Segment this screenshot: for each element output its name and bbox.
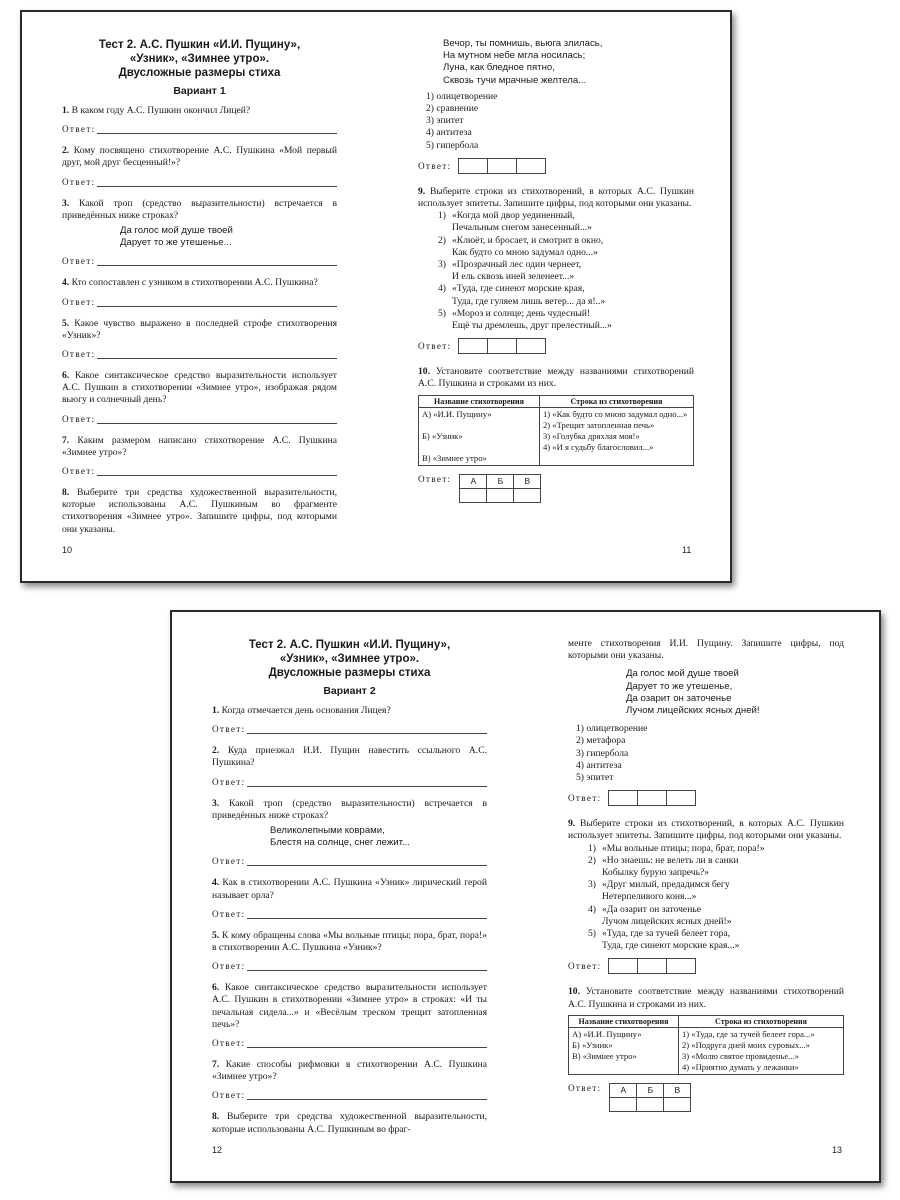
option-item: 5) гипербола [426, 139, 479, 151]
question-text: Какой троп (средство выразительности) встречается в приведённых ниже строках? [62, 197, 337, 221]
abv-answer-cell[interactable] [460, 488, 487, 502]
option-item: 2) сравнение [426, 103, 479, 115]
poem-line: Да голос мой душе твоей [626, 668, 739, 680]
answer-row [212, 961, 487, 971]
answer-label: Ответ: [62, 176, 96, 187]
answer-box[interactable] [637, 790, 667, 806]
question-text: Кому посвящено стихотворение А.С. Пушкина «Мой первый друг, мой друг бесценный!»? [62, 145, 337, 169]
poem-line: Лучом лицейских ясных дней! [626, 705, 760, 717]
answer-box[interactable] [666, 790, 696, 806]
answer-line[interactable] [247, 1090, 487, 1100]
answer-box-row [568, 958, 844, 974]
quote-number: 3) [588, 879, 596, 891]
question-text: Каким размером написано стихотворение А.С. Пушкина «Зимнее утро»? [62, 434, 337, 458]
answer-row [62, 124, 337, 134]
question-number: 3. [212, 797, 220, 809]
answer-abv-row [418, 474, 694, 503]
answer-label: Ответ: [568, 793, 602, 804]
answer-box[interactable] [516, 158, 546, 174]
title-item: А) «И.И. Пущину» [422, 408, 492, 419]
question-text: В каком году А.С. Пушкин окончил Лицей? [71, 105, 251, 116]
answer-line[interactable] [247, 856, 487, 866]
answer-box[interactable] [487, 158, 517, 174]
option-item: 3) гипербола [576, 747, 629, 759]
poem-line: На мутном небе мгла носилась; [443, 50, 586, 62]
question-text: Какое синтаксическое средство выразительности использует А.С. Пушкин в стихотворении «Зимнее утро» в строках: «И ты печальная сидела...» и «Весёлым треском трещит затопленная печь»? [212, 982, 487, 1030]
answer-label: Ответ: [418, 160, 452, 171]
question-number: 8. [212, 1111, 220, 1123]
title-item: А) «И.И. Пущину» [572, 1028, 642, 1039]
question-9 [418, 186, 694, 210]
answer-line[interactable] [247, 724, 487, 734]
answer-label: Ответ: [62, 466, 96, 477]
question-text: Какие способы рифмовки в стихотворении А.С. Пушкина «Зимнее утро»? [212, 1059, 487, 1083]
question-number: 6. [62, 370, 70, 382]
table-cell-lines [679, 1027, 844, 1074]
poem-excerpt [120, 225, 337, 249]
poem-line: Сквозь тучи мрачные желтела... [443, 74, 587, 86]
quote-item [438, 283, 694, 307]
answer-label: Ответ: [212, 961, 246, 972]
option-item: 3) эпитет [426, 115, 464, 127]
answer-abv-row [568, 1083, 844, 1112]
question-text: Выберите строки из стихотворений, в которых А.С. Пушкин использует эпитеты. Запишите цифры, под которыми они указаны. [418, 185, 694, 210]
option-item: 5) эпитет [576, 772, 614, 784]
answer-label: Ответ: [62, 124, 96, 135]
table-header: Название стихотворения [569, 1015, 679, 1027]
quote-number: 5) [438, 307, 446, 319]
poem-line: Да голос мой душе твоей [120, 225, 233, 237]
page-number: 13 [832, 1145, 843, 1155]
question-number: 3. [62, 197, 70, 209]
option-item: 4) антитеза [426, 127, 472, 139]
answer-box-row [568, 790, 844, 806]
answer-row [62, 297, 337, 307]
question-number: 8. [62, 487, 70, 499]
question-1 [62, 105, 337, 117]
answer-boxes [459, 338, 546, 354]
quote-line: Ещё ты дремлешь, друг прелестный...» [452, 320, 612, 332]
answer-label: Ответ: [212, 1090, 246, 1101]
answer-box[interactable] [516, 338, 546, 354]
answer-row [212, 777, 487, 787]
quote-line: «Мы вольные птицы; пора, брат, пора!» [602, 842, 765, 854]
poem-line: Блестя на солнце, снег лежит... [270, 837, 410, 849]
abv-header: Б [637, 1083, 664, 1097]
answer-row [212, 856, 487, 866]
answer-label: Ответ: [418, 341, 452, 352]
question-text: К кому обращены слова «Мы вольные птицы; пора, брат, пора!» в стихотворении А.С. Пушкина «Узник»? [212, 929, 488, 954]
quote-item [438, 308, 694, 332]
answer-line[interactable] [97, 124, 337, 134]
answer-label: Ответ: [568, 1082, 602, 1093]
option-list [426, 91, 694, 152]
answer-label: Ответ: [212, 856, 246, 867]
answer-row [62, 414, 337, 424]
question-number: 7. [212, 1059, 220, 1071]
question-text: Установите соответствие между названиями стихотворений А.С. Пушкина и строками из них. [568, 986, 844, 1010]
title-line: «Узник», «Зимнее утро». [129, 53, 270, 65]
page-12 [212, 612, 487, 1136]
question-2 [212, 745, 487, 769]
quote-item [438, 235, 694, 259]
answer-line[interactable] [247, 777, 487, 787]
answer-boxes [609, 790, 696, 806]
answer-line[interactable] [247, 961, 487, 971]
question-number: 10. [418, 366, 430, 378]
poem-line: Великолепными коврами, [270, 825, 385, 837]
quote-line: «Да озарит он заточенье [602, 903, 701, 915]
question-number: 9. [418, 185, 426, 197]
line-item: 2) «Подруга дней моих суровых...» [682, 1039, 810, 1050]
line-item: 3) «Молю святое провиденье...» [682, 1050, 799, 1061]
quote-line: Нетерпеливого коня...» [602, 891, 697, 903]
quote-line: Туда, где синеют морские края...» [602, 940, 740, 952]
answer-row [62, 177, 337, 187]
title-line: «Узник», «Зимнее утро». [279, 653, 420, 665]
question-8 [62, 487, 337, 536]
line-item: 1) «Туда, где за тучей белеет гора...» [682, 1028, 815, 1039]
table-cell-titles [569, 1027, 679, 1074]
question-number: 1. [62, 105, 70, 116]
abv-answer-cell[interactable] [487, 488, 514, 502]
answer-line[interactable] [97, 466, 337, 476]
question-6 [212, 982, 487, 1031]
question-9 [568, 818, 844, 842]
answer-boxes [609, 958, 696, 974]
quote-item [588, 904, 844, 928]
question-number: 9. [568, 818, 576, 830]
line-item: 1) «Как будто со мною задумал одно...» [543, 408, 688, 419]
quote-line: «Но знаешь: не велеть ли в санки [602, 854, 739, 866]
answer-box[interactable] [637, 958, 667, 974]
answer-line[interactable] [97, 349, 337, 359]
question-number: 10. [568, 986, 580, 998]
question-text: Кто сопоставлен с узником в стихотворении А.С. Пушкина? [71, 277, 318, 289]
answer-label: Ответ: [212, 1038, 246, 1049]
quote-line: «Друг милый, предадимся бегу [602, 879, 730, 891]
poem-line: Дарует то же утешенье, [626, 680, 733, 692]
title-item: В) «Зимнее утро» [572, 1050, 637, 1061]
page-10 [62, 12, 337, 536]
question-10 [568, 986, 844, 1010]
answer-label: Ответ: [62, 296, 96, 307]
test-title [212, 638, 487, 680]
page-number: 12 [212, 1145, 223, 1155]
answer-row [62, 466, 337, 476]
line-item: 4) «Приятно думать у лежанки» [682, 1061, 799, 1072]
question-text: Выберите три средства художественной выразительности, которые использованы А.С. Пушкиным во фраг- [212, 1111, 487, 1135]
question-6 [62, 370, 337, 407]
answer-line[interactable] [97, 414, 337, 424]
quote-number: 1) [438, 210, 446, 222]
answer-box[interactable] [458, 158, 488, 174]
abv-header: Б [487, 474, 514, 488]
quote-number: 5) [588, 928, 596, 940]
question-2 [62, 145, 337, 169]
page-number: 10 [62, 545, 73, 555]
question-number: 1. [212, 705, 220, 716]
question-4 [62, 277, 337, 289]
table-header: Строка из стихотворения [540, 395, 694, 407]
quote-item [438, 210, 694, 234]
question-number: 4. [212, 877, 220, 889]
answer-label: Ответ: [568, 961, 602, 972]
question-5 [212, 930, 487, 954]
answer-row [212, 1038, 487, 1048]
answer-label: Ответ: [212, 724, 246, 735]
question-7 [212, 1059, 487, 1083]
question-8-continued: менте стихотворения И.И. Пущину. Запишите цифры, под которыми они указаны. [568, 638, 844, 662]
question-7 [62, 435, 337, 459]
quote-number: 4) [438, 283, 446, 295]
question-10 [418, 366, 694, 390]
quote-line: И ель сквозь иней зеленеет...» [452, 271, 575, 283]
table-cell-lines [540, 407, 694, 465]
page-13 [568, 612, 844, 1112]
poem-line: Вечор, ты помнишь, вьюга злилась, [443, 38, 603, 49]
line-item: 4) «И я судьбу благословил...» [543, 441, 654, 452]
option-item: 2) метафора [576, 735, 626, 747]
quote-line: Туда, где гуляем лишь ветер... да я!..» [452, 295, 606, 307]
quote-line: «Когда мой двор уединенный, [452, 210, 575, 222]
quote-item [588, 855, 844, 879]
answer-row [62, 349, 337, 359]
answer-box[interactable] [608, 790, 638, 806]
quote-item [438, 259, 694, 283]
question-text: Какое чувство выражено в последней строфе стихотворения «Узник»? [62, 317, 338, 341]
answer-box[interactable] [458, 338, 488, 354]
quote-number: 2) [588, 854, 596, 866]
quote-number: 2) [438, 234, 446, 246]
quote-number: 4) [588, 903, 596, 915]
title-line: Тест 2. А.С. Пушкин «И.И. Пущину», [98, 39, 301, 51]
question-1 [212, 705, 487, 717]
quote-list [438, 210, 694, 332]
question-number: 5. [212, 929, 220, 941]
quote-line: «Прозрачный лес один чернеет, [452, 259, 582, 271]
question-number: 2. [212, 745, 220, 757]
poem-excerpt [626, 668, 844, 717]
title-item: В) «Зимнее утро» [422, 452, 487, 463]
title-line: Двусложные размеры стиха [118, 67, 281, 79]
abv-answer-cell[interactable] [514, 488, 541, 502]
poem-line: Да озарит он заточенье [626, 692, 732, 704]
abv-header: А [460, 474, 487, 488]
quote-line: «Туда, где синеют морские края, [452, 283, 585, 295]
quote-line: «Мороз и солнце; день чудесный! [452, 307, 591, 319]
answer-label: Ответ: [62, 256, 96, 267]
abv-answer-cell[interactable] [664, 1097, 691, 1111]
title-line: Двусложные размеры стиха [268, 667, 431, 679]
title-item: Б) «Узник» [422, 430, 463, 441]
answer-row [212, 909, 487, 919]
title-item: Б) «Узник» [572, 1039, 613, 1050]
abv-header: А [610, 1083, 637, 1097]
question-text: Когда отмечается день основания Лицея? [221, 705, 391, 716]
matching-table [568, 1015, 844, 1075]
quote-item [588, 928, 844, 952]
question-5 [62, 318, 337, 342]
abv-answer-cell[interactable] [610, 1097, 637, 1111]
quote-item [588, 879, 844, 903]
answer-box-row [418, 158, 694, 174]
workbook-spread-2 [170, 610, 881, 1183]
answer-row [62, 256, 337, 266]
quote-line: «Туда, где за тучей белеет гора, [602, 928, 731, 940]
answer-label: Ответ: [212, 776, 246, 787]
question-text: Как в стихотворении А.С. Пушкина «Узник» лирический герой называет орла? [212, 877, 487, 901]
answer-line[interactable] [97, 256, 337, 266]
answer-row [212, 1090, 487, 1100]
question-number: 5. [62, 317, 70, 329]
option-list [576, 723, 844, 784]
poem-line: Дарует то же утешенье... [120, 237, 232, 249]
quote-item [588, 843, 844, 855]
answer-label: Ответ: [212, 908, 246, 919]
quote-line: Печальным снегом занесенный...» [452, 222, 592, 234]
answer-line[interactable] [97, 297, 337, 307]
option-item: 4) антитеза [576, 759, 622, 771]
question-text: Выберите строки из стихотворений, в которых А.С. Пушкин использует эпитеты. Запишите цифры, под которыми они указаны. [568, 818, 844, 842]
page-number: 11 [682, 545, 692, 555]
quote-line: Кобылку бурую запречь?» [602, 867, 710, 879]
poem-line: Луна, как бледное пятно, [443, 62, 555, 74]
quote-line: Как будто со мною задумал одно...» [452, 246, 598, 258]
question-number: 7. [62, 434, 70, 446]
answer-line[interactable] [97, 177, 337, 187]
answer-box[interactable] [666, 958, 696, 974]
line-item: 2) «Трещит затопленная печь» [543, 419, 655, 430]
answer-label: Ответ: [62, 413, 96, 424]
question-4 [212, 877, 487, 901]
question-text: Какой троп (средство выразительности) встречается в приведённых ниже строках? [212, 797, 487, 821]
table-header: Строка из стихотворения [679, 1015, 844, 1027]
table-header: Название стихотворения [419, 395, 540, 407]
question-3 [62, 198, 337, 222]
variant-heading: Вариант 1 [173, 85, 226, 97]
abv-answer-cell[interactable] [637, 1097, 664, 1111]
question-3 [212, 798, 487, 822]
quote-number: 3) [438, 259, 446, 271]
poem-excerpt [270, 825, 487, 849]
table-cell-titles [419, 407, 540, 465]
option-item: 1) олицетворение [426, 90, 498, 102]
test-title [62, 38, 337, 80]
answer-label: Ответ: [62, 349, 96, 360]
answer-abv-table [459, 474, 541, 503]
answer-box-row [418, 338, 694, 354]
abv-header: В [514, 474, 541, 488]
poem-excerpt [443, 38, 694, 87]
page-11 [418, 12, 694, 503]
abv-header: В [664, 1083, 691, 1097]
quote-line: «Клюёт, и бросает, и смотрит в окно, [452, 234, 604, 246]
question-number: 4. [62, 277, 70, 289]
title-line: Тест 2. А.С. Пушкин «И.И. Пущину», [248, 639, 451, 651]
answer-line[interactable] [247, 1038, 487, 1048]
quote-list [588, 843, 844, 953]
answer-line[interactable] [247, 909, 487, 919]
variant-heading: Вариант 2 [323, 685, 376, 697]
question-text: Выберите три средства художественной выразительности, которые использованы А.С. Пушкиным во фрагменте стихотворения «Зимнее утро». Запишите цифры, под которыми они указаны. [62, 487, 337, 535]
answer-box[interactable] [608, 958, 638, 974]
question-text: Куда приезжал И.И. Пущин навестить ссыльного А.С. Пушкина? [212, 745, 487, 769]
answer-box[interactable] [487, 338, 517, 354]
line-item: 3) «Голубка дряхлая моя!» [543, 430, 640, 441]
quote-line: Лучом лицейских ясных дней!» [602, 915, 732, 927]
question-number: 6. [212, 982, 220, 994]
answer-row [212, 724, 487, 734]
quote-number: 1) [588, 842, 596, 854]
question-8 [212, 1111, 487, 1135]
question-number: 2. [62, 145, 70, 157]
workbook-spread-1 [20, 10, 732, 583]
matching-table [418, 395, 694, 466]
answer-abv-table [609, 1083, 691, 1112]
option-item: 1) олицетворение [576, 723, 648, 735]
answer-label: Ответ: [418, 473, 452, 484]
answer-boxes [459, 158, 546, 174]
question-text: Установите соответствие между названиями стихотворений А.С. Пушкина и строками из них. [418, 366, 694, 390]
question-text: Какое синтаксическое средство выразительности использует А.С. Пушкин в стихотворении «Зимнее утро», изображая рядом вьюгу и солнечный день? [62, 370, 337, 406]
